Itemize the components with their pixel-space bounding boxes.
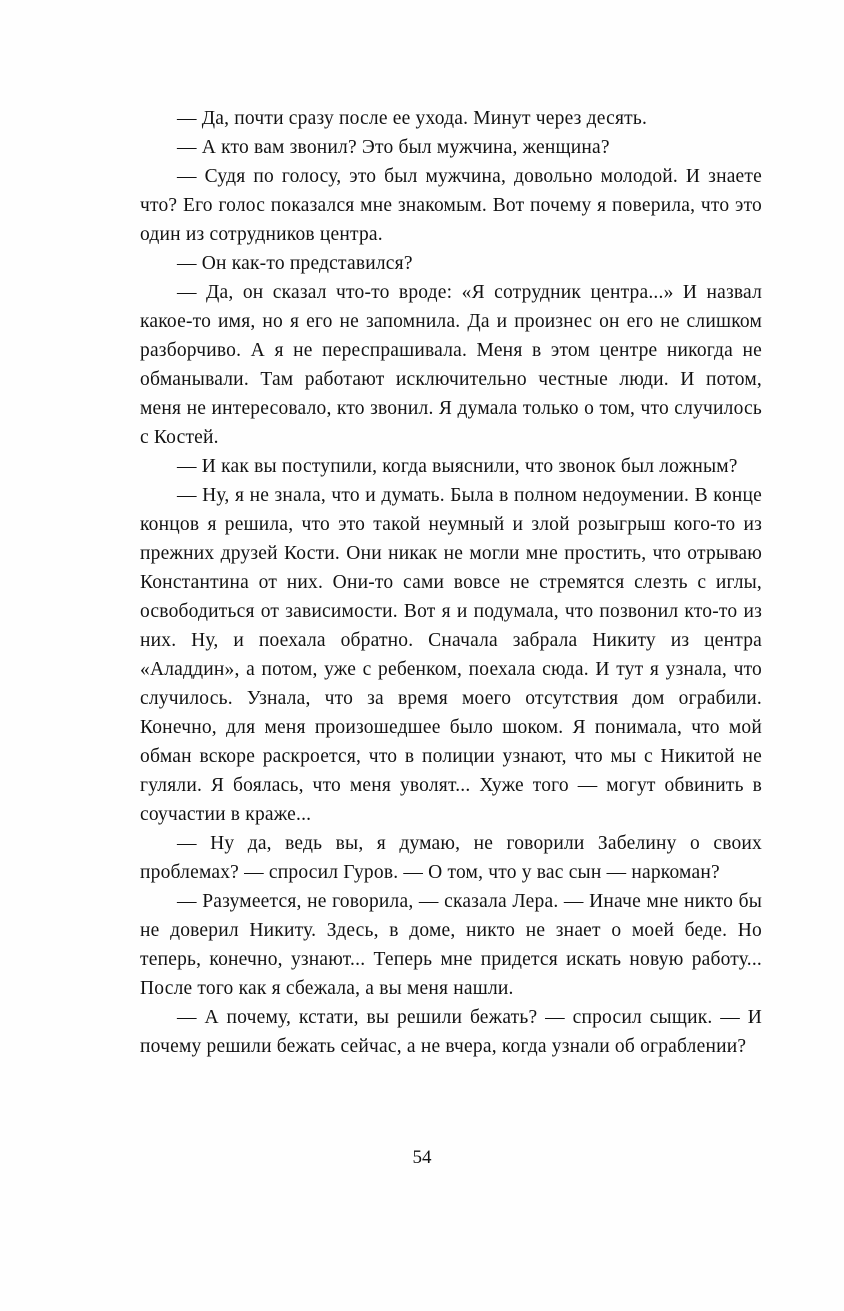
paragraph: — Он как-то представился?: [177, 253, 413, 274]
paragraph: — А почему, кстати, вы решили бежать? — спросил сыщик. — И почему решили бежать сейчас, а не вчера, когда узнали об ограблении?: [140, 1007, 762, 1057]
paragraph: — И как вы поступили, когда выяснили, что звонок был ложным?: [177, 456, 738, 477]
paragraph: — Да, он сказал что-то вроде: «Я сотрудник центра...» И назвал какое-то имя, но я его не запомнила. Да и произнес он его не слишком разборчиво. А я не переспрашивала. Меня в этом центре никогда не обманывали. Там работают исключительно честные люди. И потом, меня не интересовало, кто звонил. Я думала только о том, что случилось с Костей.: [140, 282, 762, 448]
paragraph: — Разумеется, не говорила, — сказала Лера. — Иначе мне никто бы не доверил Никиту. Здесь, в доме, никто не знает о моей беде. Но теперь, конечно, узнают... Теперь мне придется искать новую работу... После того как я сбежала, а вы меня нашли.: [140, 891, 762, 999]
page-number: 54: [412, 1147, 432, 1168]
paragraph: — Ну да, ведь вы, я думаю, не говорили Забелину о своих проблемах? — спросил Гуров. — О том, что у вас сын — наркоман?: [140, 833, 762, 883]
page-text-block: [140, 104, 762, 1061]
paragraph: — Да, почти сразу после ее ухода. Минут через десять.: [177, 108, 648, 129]
paragraph: — А кто вам звонил? Это был мужчина, женщина?: [177, 137, 610, 158]
paragraph: — Ну, я не знала, что и думать. Была в полном недоумении. В конце концов я решила, что это такой неумный и злой розыгрыш кого-то из прежних друзей Кости. Они никак не могли мне простить, что отрываю Константина от них. Они-то сами вовсе не стремятся слезть с иглы, освободиться от зависимости. Вот я и подумала, что позвонил кто-то из них. Ну, и поехала обратно. Сначала забрала Никиту из центра «Аладдин», а потом, уже с ребенком, поехала сюда. И тут я узнала, что случилось. Узнала, что за время моего отсутствия дом ограбили. Конечно, для меня произошедшее было шоком. Я понимала, что мой обман вскоре раскроется, что в полиции узнают, что мы с Никитой не гуляли. Я боялась, что меня уволят... Хуже того — могут обвинить в соучастии в краже...: [140, 485, 762, 825]
paragraph: — Судя по голосу, это был мужчина, довольно молодой. И знаете что? Его голос показался мне знакомым. Вот почему я поверила, что это один из сотрудников центра.: [140, 166, 762, 245]
